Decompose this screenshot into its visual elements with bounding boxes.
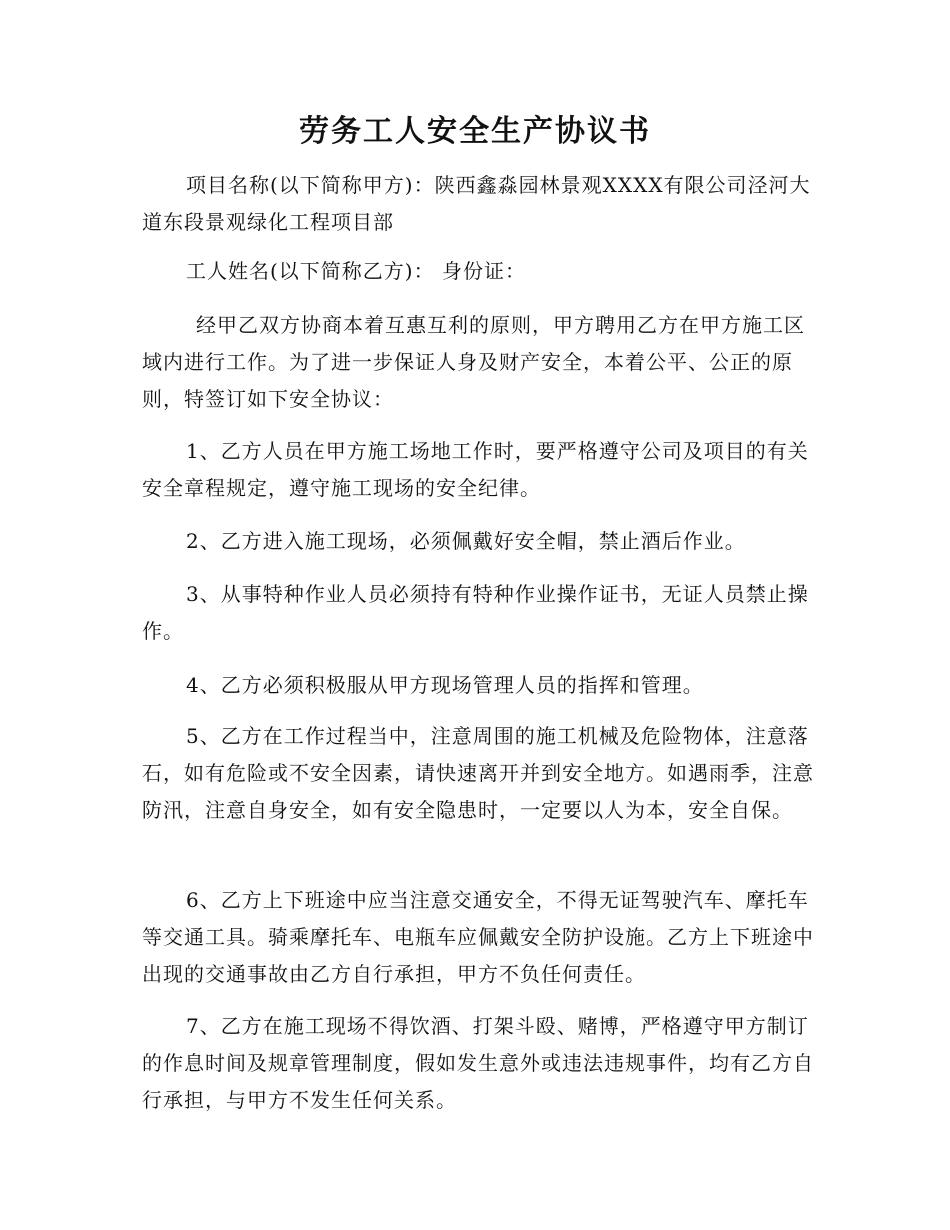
clause-7: 7、乙方在施工现场不得饮酒、打架斗殴、赌博，严格遵守甲方制订的作息时间及规章管理制度，假如发生意外或违法违规事件，均有乙方自行承担，与甲方不发生任何关系。 <box>142 1014 814 1112</box>
project-name-line: 项目名称(以下简称甲方)：陕西鑫淼园林景观XXXX有限公司泾河大道东段景观绿化工程项目部 <box>142 173 811 234</box>
clause-1: 1、乙方人员在甲方施工场地工作时，要严格遵守公司及项目的有关安全章程规定，遵守施工现场的安全纪律。 <box>142 439 809 500</box>
clause-2: 2、乙方进入施工现场，必须佩戴好安全帽，禁止酒后作业。 <box>186 529 746 553</box>
clause-3: 3、从事特种作业人员必须持有特种作业操作证书，无证人员禁止操作。 <box>142 582 809 643</box>
clause-4: 4、乙方必须积极服从甲方现场管理人员的指挥和管理。 <box>186 673 704 697</box>
document-title: 劳务工人安全生产协议书 <box>299 114 651 149</box>
clause-5: 5、乙方在工作过程当中，注意周围的施工机械及危险物体，注意落石，如有危险或不安全因素，请快速离开并到安全地方。如遇雨季，注意防汛，注意自身安全，如有安全隐患时，一定要以人为本，安全自保。 <box>142 724 814 822</box>
clause-6: 6、乙方上下班途中应当注意交通安全，不得无证驾驶汽车、摩托车等交通工具。骑乘摩托车、电瓶车应佩戴安全防护设施。乙方上下班途中出现的交通事故由乙方自行承担，甲方不负任何责任。 <box>142 888 814 986</box>
worker-name-line: 工人姓名(以下简称乙方)： 身份证： <box>186 259 526 283</box>
intro-paragraph: 经甲乙双方协商本着互惠互利的原则，甲方聘用乙方在甲方施工区域内进行工作。为了进一步保证人身及财产安全，本着公平、公正的原则，特签订如下安全协议： <box>142 313 805 411</box>
